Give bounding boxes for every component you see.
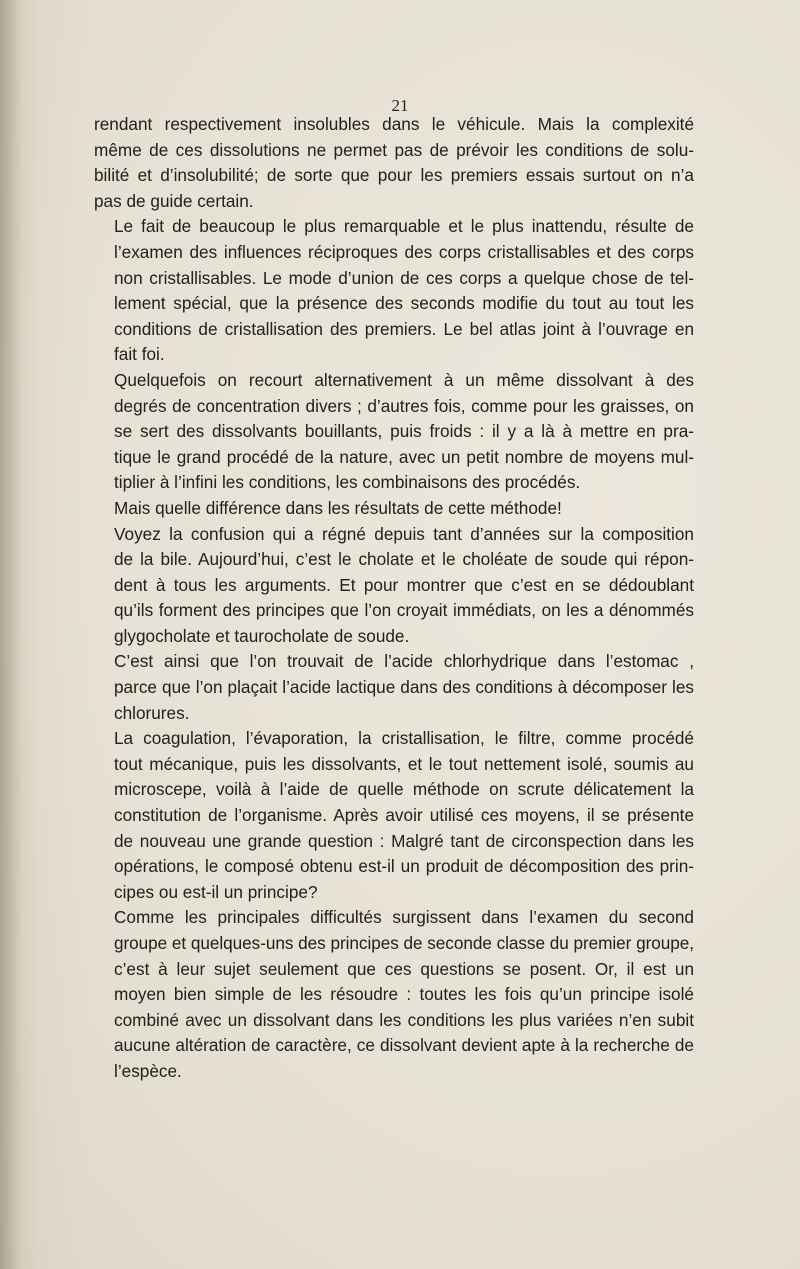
- paragraph: [94, 649, 694, 726]
- text-line: Mais quelle différence dans les résultats de cette méthode!: [114, 497, 562, 518]
- text-line: opérations, le composé obtenu est-il un produit de décomposition des prin-: [114, 856, 694, 877]
- text-line: non cristallisables. Le mode d’union de ces corps a quelque chose de tel-: [114, 267, 694, 288]
- text-line: cipes ou est-il un principe?: [114, 881, 318, 902]
- text-line: tout mécanique, puis les dissolvants, et le tout nettement isolé, soumis au: [114, 753, 694, 774]
- paragraph: [94, 905, 694, 1084]
- text-line: lement spécial, que la présence des seconds modifie du tout au tout les: [114, 293, 694, 314]
- text-line: C’est ainsi que l’on trouvait de l’acide chlorhydrique dans l’estomac ,: [114, 651, 694, 672]
- text-line: bilité et d’insolubilité; de sorte que pour les premiers essais surtout on n’a: [94, 165, 694, 186]
- text-line: Quelquefois on recourt alternativement à un même dissolvant à des: [114, 369, 694, 390]
- text-line: glygocholate et taurocholate de soude.: [114, 625, 410, 646]
- text-line: parce que l’on plaçait l’acide lactique dans des conditions à décomposer les: [114, 677, 694, 698]
- text-line: même de ces dissolutions ne permet pas de prévoir les conditions de solu-: [94, 139, 694, 160]
- text-line: combiné avec un dissolvant dans les conditions les plus variées n’en subit: [114, 1009, 694, 1030]
- page-number: 21: [391, 96, 409, 115]
- text-line: Le fait de beaucoup le plus remarquable et le plus inattendu, résulte de: [114, 216, 694, 237]
- text-line: l’examen des influences réciproques des corps cristallisables et des corps: [114, 241, 694, 262]
- binding-gutter-shadow: [0, 0, 22, 1269]
- body-text: [94, 112, 694, 1085]
- text-line: chlorures.: [114, 702, 190, 723]
- text-line: dent à tous les arguments. Et pour montrer que c’est en se dédoublant: [114, 574, 694, 595]
- text-line: tiplier à l’infini les conditions, les combinaisons des procédés.: [114, 472, 581, 493]
- text-line: c’est à leur sujet seulement que ces questions se posent. Or, il est un: [114, 958, 694, 979]
- paragraph: [94, 726, 694, 905]
- text-line: de nouveau une grande question : Malgré tant de circonspection dans les: [114, 830, 694, 851]
- text-line: degrés de concentration divers ; d’autres fois, comme pour les graisses, on: [114, 395, 694, 416]
- text-line: tique le grand procédé de la nature, avec un petit nombre de moyens mul-: [114, 446, 694, 467]
- text-line: moyen bien simple de les résoudre : toutes les fois qu’un principe isolé: [114, 984, 694, 1005]
- text-line: Comme les principales difficultés surgissent dans l’examen du second: [114, 907, 694, 928]
- paragraph: [94, 522, 694, 650]
- text-line: pas de guide certain.: [94, 190, 254, 211]
- text-line: rendant respectivement insolubles dans le véhicule. Mais la complexité: [94, 114, 694, 134]
- text-line: fait foi.: [114, 344, 165, 365]
- text-line: l’espèce.: [114, 1060, 182, 1081]
- text-line: Voyez la confusion qui a régné depuis tant d’années sur la composition: [114, 523, 694, 544]
- text-line: microscepe, voilà à l’aide de quelle méthode on scrute délicatement la: [114, 779, 694, 800]
- paragraph: [94, 112, 694, 214]
- text-line: conditions de cristallisation des premiers. Le bel atlas joint à l’ouvrage en: [114, 318, 694, 339]
- text-line: aucune altération de caractère, ce dissolvant devient apte à la recherche de: [114, 1035, 694, 1056]
- paragraph: [94, 496, 694, 522]
- paragraph: [94, 368, 694, 496]
- text-line: La coagulation, l’évaporation, la cristallisation, le filtre, comme procédé: [114, 728, 694, 749]
- paragraph: [94, 214, 694, 368]
- text-line: constitution de l’organisme. Après avoir utilisé ces moyens, il se présente: [114, 805, 694, 826]
- text-line: groupe et quelques-uns des principes de seconde classe du premier groupe,: [114, 933, 694, 953]
- text-line: qu’ils forment des principes que l’on croyait immédiats, on les a dénommés: [114, 600, 694, 621]
- text-line: de la bile. Aujourd’hui, c’est le cholate et le choléate de soude qui répon-: [114, 549, 694, 570]
- text-line: se sert des dissolvants bouillants, puis froids : il y a là à mettre en pra-: [114, 421, 694, 442]
